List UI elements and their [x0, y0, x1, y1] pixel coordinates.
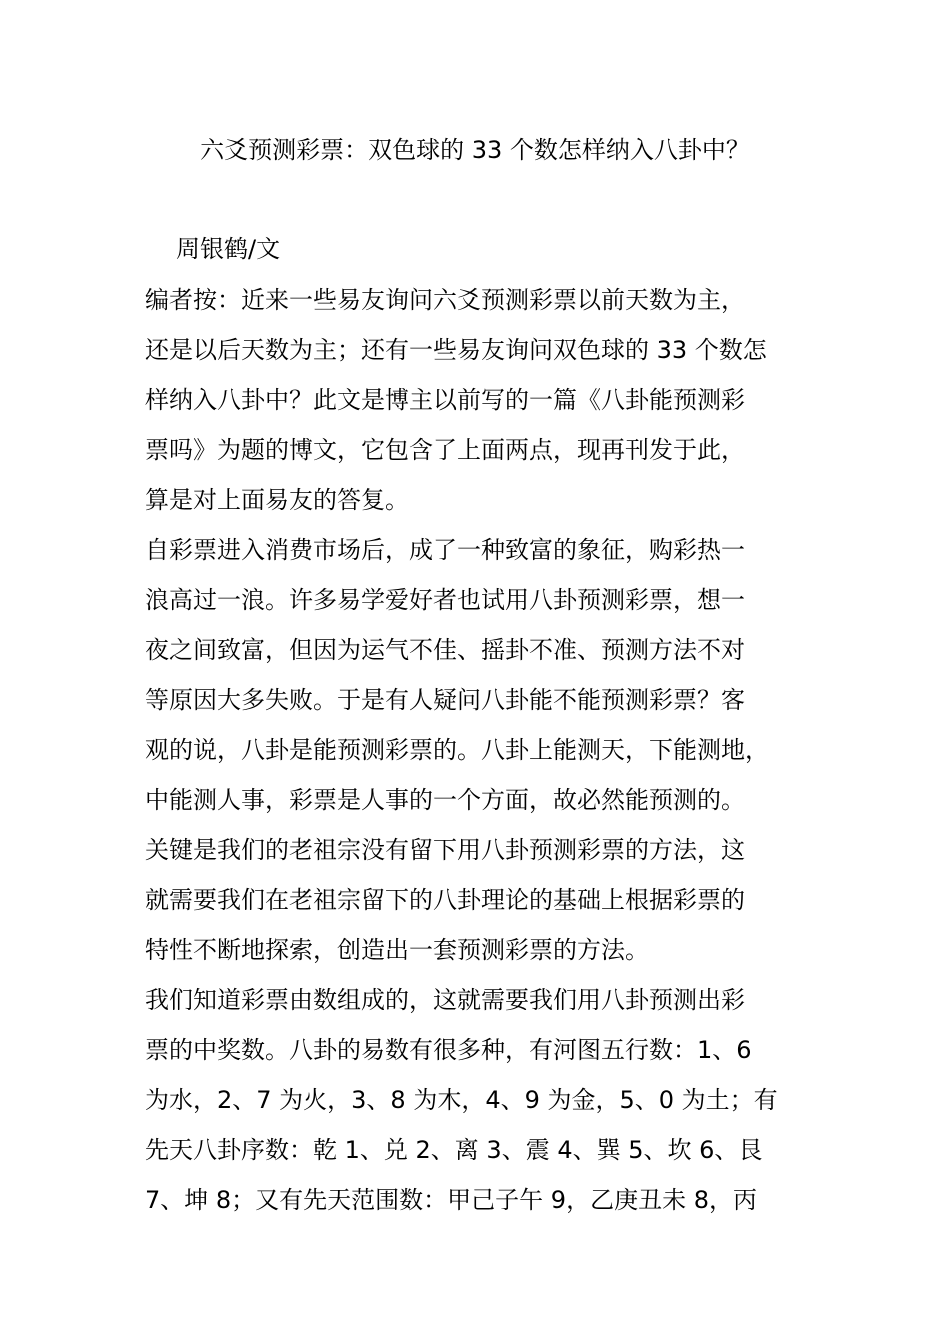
document-title: 六爻预测彩票：双色球的 33 个数怎样纳入八卦中？ [200, 136, 750, 164]
author-byline: 周银鹤/文 [176, 235, 281, 263]
text-line: 关键是我们的老祖宗没有留下用八卦预测彩票的方法，这 [145, 836, 745, 864]
text-line: 我们知道彩票由数组成的，这就需要我们用八卦预测出彩 [145, 986, 745, 1014]
text-line: 样纳入八卦中？此文是博主以前写的一篇《八卦能预测彩 [145, 386, 745, 414]
text-line: 中能测人事，彩票是人事的一个方面，故必然能预测的。 [145, 786, 745, 814]
text-line: 票的中奖数。八卦的易数有很多种，有河图五行数：1、6 [145, 1036, 752, 1064]
text-line: 算是对上面易友的答复。 [145, 486, 409, 514]
text-line: 浪高过一浪。许多易学爱好者也试用八卦预测彩票，想一 [145, 586, 745, 614]
text-line: 7、坤 8；又有先天范围数：甲己子午 9，乙庚丑未 8，丙 [145, 1186, 757, 1214]
text-line: 先天八卦序数：乾 1、兑 2、离 3、震 4、巽 5、坎 6、艮 [145, 1136, 763, 1164]
text-line: 票吗》为题的博文，它包含了上面两点，现再刊发于此， [145, 436, 745, 464]
text-line: 还是以后天数为主；还有一些易友询问双色球的 33 个数怎 [145, 336, 767, 364]
text-line: 观的说，八卦是能预测彩票的。八卦上能测天，下能测地， [145, 736, 769, 764]
text-line: 为水，2、7 为火，3、8 为木，4、9 为金，5、0 为土；有 [145, 1086, 778, 1114]
text-line: 特性不断地探索，创造出一套预测彩票的方法。 [145, 936, 649, 964]
text-line: 夜之间致富，但因为运气不佳、摇卦不准、预测方法不对 [145, 636, 745, 664]
text-line: 就需要我们在老祖宗留下的八卦理论的基础上根据彩票的 [145, 886, 745, 914]
text-line: 等原因大多失败。于是有人疑问八卦能不能预测彩票？客 [145, 686, 745, 714]
text-line: 编者按：近来一些易友询问六爻预测彩票以前天数为主， [145, 286, 745, 314]
document-body [145, 282, 815, 1232]
text-line: 自彩票进入消费市场后，成了一种致富的象征，购彩热一 [145, 536, 745, 564]
